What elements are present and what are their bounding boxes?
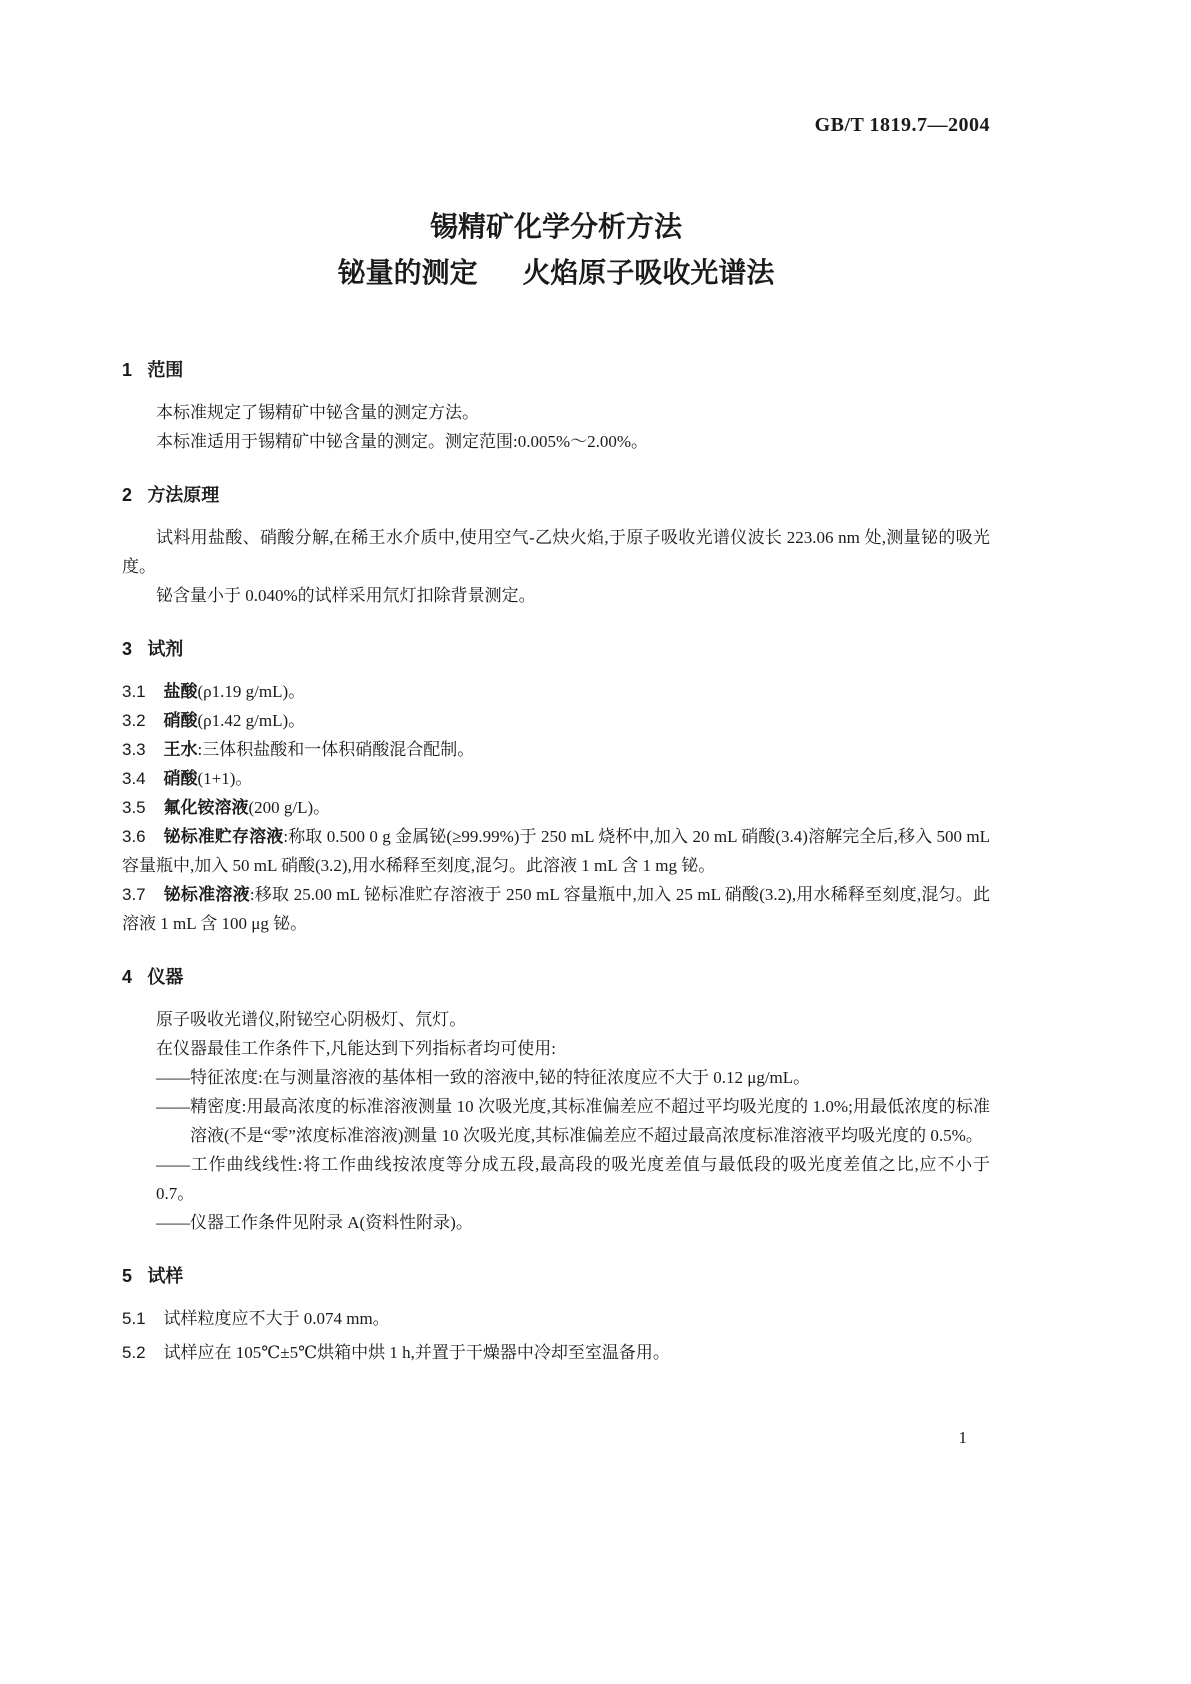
clause-number: 3.5 <box>122 798 146 817</box>
clause-number: 3.3 <box>122 740 146 759</box>
clause-text: 试样应在 105℃±5℃烘箱中烘 1 h,并置于干燥器中冷却至室温备用。 <box>163 1343 670 1362</box>
reagent-text: (1+1)。 <box>197 769 253 788</box>
reagent-item-3-5 <box>122 793 990 822</box>
reagent-item-3-6 <box>122 822 990 880</box>
section-4-title: 仪器 <box>147 967 184 987</box>
clause-number: 3.7 <box>122 885 146 904</box>
section-1-title: 范围 <box>147 360 184 380</box>
standard-number: GB/T 1819.7—2004 <box>814 114 990 136</box>
reagent-text: (ρ1.19 g/mL)。 <box>197 682 306 701</box>
clause-number: 3.1 <box>122 682 146 701</box>
reagent-text: :称取 0.500 0 g 金属铋(≥99.99%)于 250 mL 烧杯中,加入 20 mL 硝酸(3.4)溶解完全后,移入 500 mL 容量瓶中,加入 50 mL 硝酸(3.2),用水稀释至刻度,混匀。此溶液 1 mL 含 1 mg 铋。 <box>122 827 991 875</box>
reagent-text: :移取 25.00 mL 铋标准贮存溶液于 250 mL 容量瓶中,加入 25 mL 硝酸(3.2),用水稀释至刻度,混匀。此溶液 1 mL 含 100 μg 铋。 <box>122 885 991 933</box>
s1-paragraph-2: 本标准适用于锡精矿中铋含量的测定。测定范围:0.005%～2.00%。 <box>156 432 649 451</box>
reagent-term: 硝酸 <box>163 711 198 730</box>
reagent-term: 盐酸 <box>163 682 198 701</box>
page-number: 1 <box>958 1428 967 1447</box>
s4-dash-item-4: ——仪器工作条件见附录 A(资料性附录)。 <box>156 1213 473 1232</box>
doc-title <box>122 204 990 296</box>
reagent-text: (200 g/L)。 <box>248 798 331 817</box>
reagent-item-3-3 <box>122 735 990 764</box>
doc-title-line2-part1: 铋量的测定 <box>337 257 478 288</box>
s4-dash-item-3: ——工作曲线线性:将工作曲线按浓度等分成五段,最高段的吸光度差值与最低段的吸光度差值之比,应不小于 0.7。 <box>156 1155 990 1203</box>
reagent-item-3-4 <box>122 764 990 793</box>
sample-item-5-1 <box>122 1304 990 1333</box>
s2-paragraph-1: 试料用盐酸、硝酸分解,在稀王水介质中,使用空气-乙炔火焰,于原子吸收光谱仪波长 223.06 nm 处,测量铋的吸光度。 <box>122 528 990 576</box>
section-2-number: 2 <box>122 485 133 505</box>
s2-paragraph-2: 铋含量小于 0.040%的试样采用氘灯扣除背景测定。 <box>156 586 536 605</box>
clause-number: 3.6 <box>122 827 146 846</box>
section-5-title: 试样 <box>147 1266 184 1286</box>
section-4-number: 4 <box>122 967 133 987</box>
s4-paragraph-2: 在仪器最佳工作条件下,凡能达到下列指标者均可使用: <box>156 1039 556 1058</box>
clause-text: 试样粒度应不大于 0.074 mm。 <box>163 1309 390 1328</box>
reagent-text: :三体积盐酸和一体积硝酸混合配制。 <box>197 740 475 759</box>
doc-title-line1: 锡精矿化学分析方法 <box>429 211 682 242</box>
doc-title-line2 <box>122 250 990 296</box>
reagent-term: 氟化铵溶液 <box>163 798 249 817</box>
section-1-heading <box>122 356 990 385</box>
section-1-number: 1 <box>122 360 133 380</box>
reagent-item-3-1 <box>122 677 990 706</box>
clause-number: 3.2 <box>122 711 146 730</box>
clause-number: 3.4 <box>122 769 146 788</box>
page-content <box>122 0 990 1367</box>
reagent-item-3-7 <box>122 880 990 938</box>
s4-dash-item-2: ——精密度:用最高浓度的标准溶液测量 10 次吸光度,其标准偏差应不超过平均吸光度的 1.0%;用最低浓度的标准溶液(不是“零”浓度标准溶液)测量 10 次吸光度,其标准偏差应不超过最高浓度标准溶液平均吸光度的 0.5%。 <box>156 1097 990 1145</box>
section-5-number: 5 <box>122 1266 133 1286</box>
doc-title-line2-part2: 火焰原子吸收光谱法 <box>522 257 775 288</box>
section-5-heading <box>122 1262 990 1291</box>
s4-dash-item-1: ——特征浓度:在与测量溶液的基体相一致的溶液中,铋的特征浓度应不大于 0.12 μg/mL。 <box>156 1068 811 1087</box>
clause-number: 5.1 <box>122 1309 146 1328</box>
section-4-heading <box>122 963 990 992</box>
reagent-term: 王水 <box>163 740 198 759</box>
reagent-text: (ρ1.42 g/mL)。 <box>197 711 306 730</box>
s4-paragraph-1: 原子吸收光谱仪,附铋空心阴极灯、氘灯。 <box>156 1010 467 1029</box>
section-3-heading <box>122 635 990 664</box>
section-3-number: 3 <box>122 639 133 659</box>
reagent-item-3-2 <box>122 706 990 735</box>
reagent-term: 硝酸 <box>163 769 198 788</box>
section-2-heading <box>122 481 990 510</box>
section-3-title: 试剂 <box>147 639 184 659</box>
section-2-title: 方法原理 <box>147 485 220 505</box>
sample-item-5-2 <box>122 1338 990 1367</box>
s1-paragraph-1: 本标准规定了锡精矿中铋含量的测定方法。 <box>156 403 479 422</box>
reagent-term: 铋标准溶液 <box>163 885 250 904</box>
clause-number: 5.2 <box>122 1343 146 1362</box>
reagent-term: 铋标准贮存溶液 <box>163 827 284 846</box>
